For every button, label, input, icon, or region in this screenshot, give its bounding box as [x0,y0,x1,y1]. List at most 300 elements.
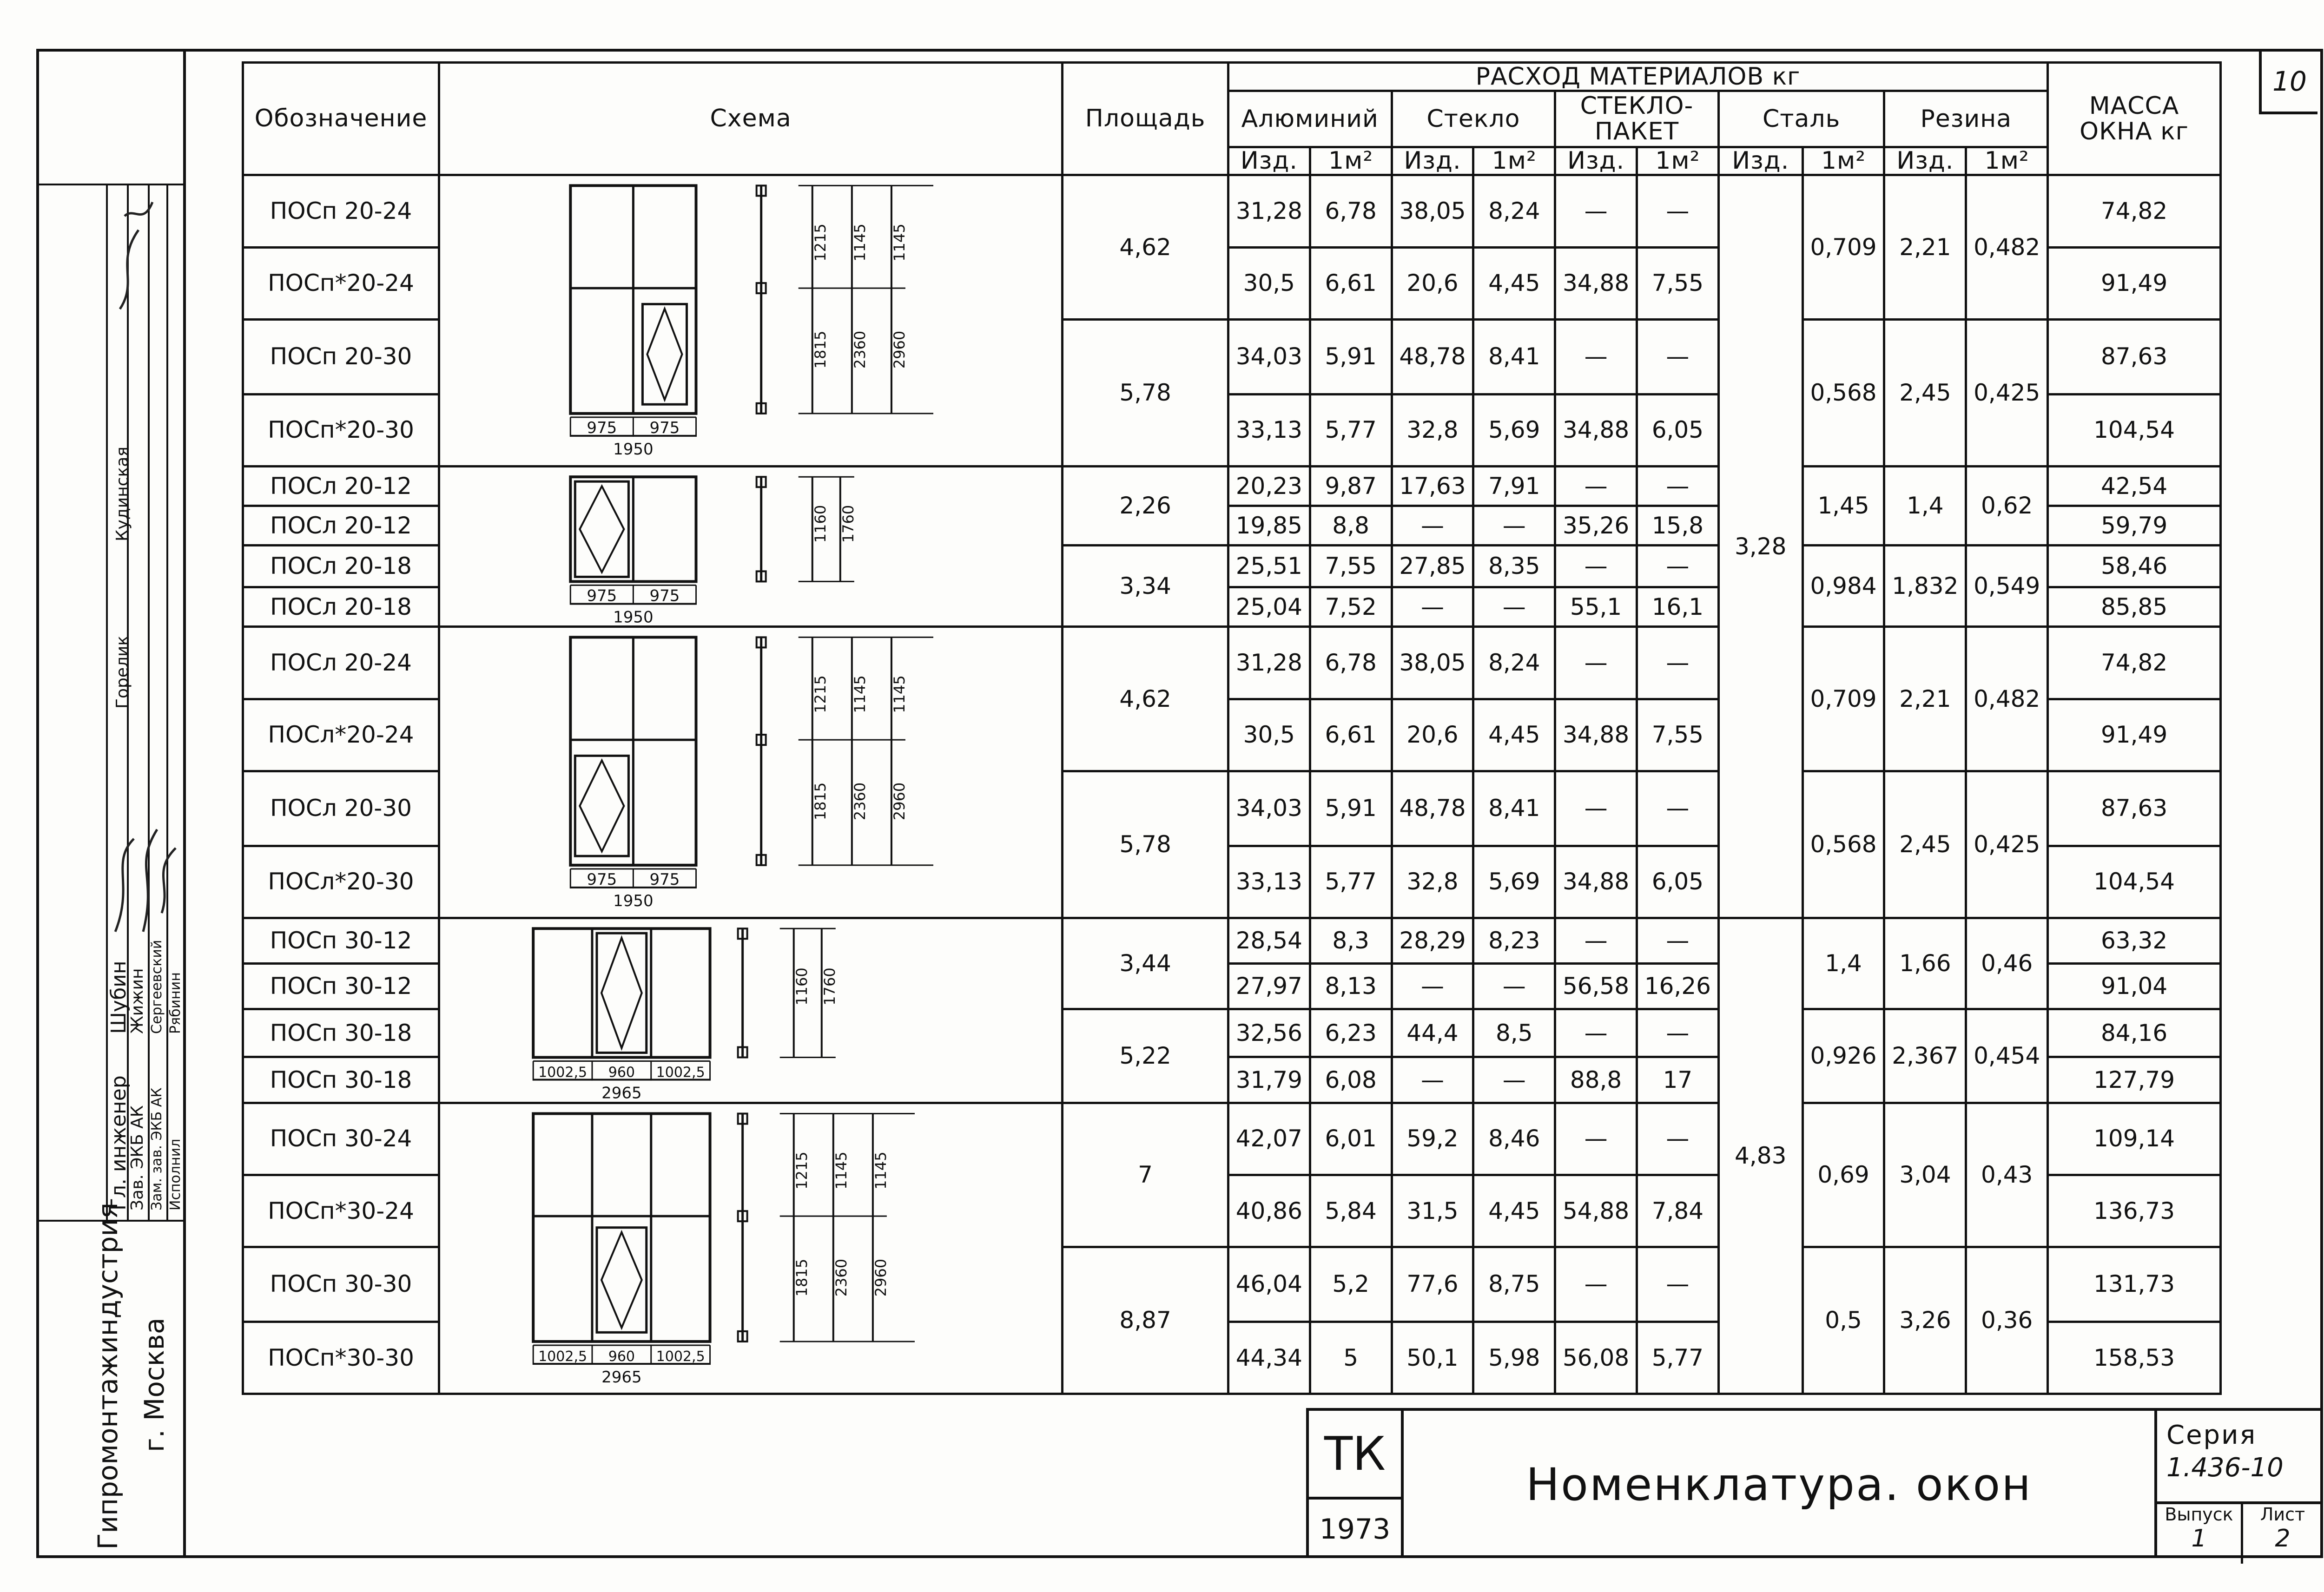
rubber-m2-value: 0,482 [1966,175,2048,319]
window-scheme [439,175,1062,466]
steel-item-value: 3,28 [1718,175,1802,918]
material-value: — [1637,545,1718,587]
material-value: 6,61 [1310,247,1392,319]
material-value: 20,6 [1392,699,1473,771]
dimension-label: 1760 [839,505,857,543]
material-value: 31,79 [1228,1057,1310,1103]
material-value: — [1637,1103,1718,1175]
window-mass-value: 104,54 [2048,394,2221,466]
material-value: 20,6 [1392,247,1473,319]
vent-sash-diamond [580,761,624,852]
window-scheme [439,1103,1062,1394]
material-value: 7,55 [1637,699,1718,771]
window-mass-value: 63,32 [2048,918,2221,963]
rubber-item-value: 2,45 [1884,771,1966,918]
material-value: 88,8 [1555,1057,1637,1103]
material-value: 8,8 [1310,506,1392,545]
material-value: — [1555,319,1637,394]
material-value: — [1473,506,1555,545]
dimension-label: 1950 [613,608,654,626]
material-value: 31,5 [1392,1175,1473,1247]
material-value: 34,03 [1228,319,1310,394]
dimension-label: 2360 [832,1258,850,1296]
series-label: Серия [2166,1420,2257,1450]
dimension-label: 1160 [811,505,829,543]
stamp-name-2: Жижин [128,968,147,1034]
dimension-label: 1145 [890,675,908,714]
dimension-label: 975 [649,870,680,889]
window-designation: ПОСп 30-12 [243,918,439,963]
dimension-label: 975 [587,419,617,438]
dimension-label: 1950 [613,440,654,459]
material-value: 8,41 [1473,771,1555,846]
area-value: 4,62 [1063,175,1228,319]
issue-value: 1 [2191,1525,2207,1553]
window-mass-value: 158,53 [2048,1322,2221,1394]
material-value: 46,04 [1228,1247,1310,1322]
material-value: — [1555,918,1637,963]
series-value: 1.436-10 [2166,1453,2284,1483]
rubber-item-value: 3,04 [1884,1103,1966,1247]
header-designation: Обозначение [243,63,439,175]
material-value: 48,78 [1392,319,1473,394]
rubber-m2-value: 0,43 [1966,1103,2048,1247]
window-mass-value: 91,49 [2048,247,2221,319]
material-value: 7,55 [1637,247,1718,319]
window-mass-value: 87,63 [2048,319,2221,394]
material-value: 50,1 [1392,1322,1473,1394]
material-value: — [1555,627,1637,699]
steel-m2-value: 0,926 [1802,1009,1884,1103]
sub-m2: 1м² [1966,147,2048,175]
area-value: 2,26 [1063,466,1228,545]
material-value: — [1637,1247,1718,1322]
rubber-m2-value: 0,425 [1966,319,2048,466]
vent-sash [597,1227,647,1332]
window-designation: ПОСл*20-24 [243,699,439,771]
dimension-label: 2360 [851,783,869,821]
window-mass-value: 84,16 [2048,1009,2221,1057]
window-mass-value: 131,73 [2048,1247,2221,1322]
window-mass-value: 74,82 [2048,175,2221,247]
steel-m2-value: 1,45 [1802,466,1884,545]
stamp-role-2: Зав. ЭКБ АК [128,1105,147,1210]
dimension-label: 1145 [851,224,869,262]
window-designation: ПОСп*30-30 [243,1322,439,1394]
window-mass-value: 42,54 [2048,466,2221,506]
rubber-m2-value: 0,46 [1966,918,2048,1009]
material-value: 44,34 [1228,1322,1310,1394]
material-value: 8,5 [1473,1009,1555,1057]
material-value: 5,84 [1310,1175,1392,1247]
window-designation: ПОСп 30-24 [243,1103,439,1175]
table-row [243,466,2221,506]
material-value: 8,41 [1473,319,1555,394]
dimension-label: 1815 [792,1258,811,1296]
dimension-label: 1215 [811,675,829,714]
material-value: 6,23 [1310,1009,1392,1057]
header-glass: Стекло [1392,91,1555,147]
dimension-label: 975 [587,870,617,889]
rubber-m2-value: 0,36 [1966,1247,2048,1394]
material-value: 55,1 [1555,587,1637,627]
dimension-label: 1002,5 [538,1348,588,1365]
window-designation: ПОСл 20-12 [243,466,439,506]
material-value: 5,98 [1473,1322,1555,1394]
steel-m2-value: 0,709 [1802,175,1884,319]
dimension-label: 2960 [890,783,908,821]
rubber-m2-value: 0,482 [1966,627,2048,771]
window-designation: ПОСп 20-24 [243,175,439,247]
steel-m2-value: 0,984 [1802,545,1884,627]
material-value: 38,05 [1392,627,1473,699]
window-designation: ПОСл 20-24 [243,627,439,699]
material-value: 32,8 [1392,394,1473,466]
dimension-label: 1950 [613,892,654,911]
vent-sash [575,756,628,856]
material-value: — [1473,963,1555,1009]
material-value: 6,78 [1310,627,1392,699]
material-value: 19,85 [1228,506,1310,545]
material-value: 77,6 [1392,1247,1473,1322]
dimension-label: 975 [649,419,680,438]
material-value: 31,28 [1228,175,1310,247]
dimension-label: 2965 [601,1368,642,1387]
dimension-label: 2960 [890,331,908,369]
sheet-value: 2 [2275,1525,2291,1553]
area-value: 7 [1063,1103,1228,1247]
window-designation: ПОСл 20-12 [243,506,439,545]
header-rubber: Резина [1884,91,2048,147]
material-value: 30,5 [1228,247,1310,319]
material-value: 32,56 [1228,1009,1310,1057]
material-value: 48,78 [1392,771,1473,846]
material-value: 35,26 [1555,506,1637,545]
material-value: 34,88 [1555,394,1637,466]
dimension-label: 1145 [890,224,908,262]
material-value: — [1555,466,1637,506]
stamp-org: Гипромонтажиндустрия [92,1202,124,1550]
vent-sash-diamond [580,486,624,572]
material-value: 16,1 [1637,587,1718,627]
material-value: — [1637,771,1718,846]
dimension-label: 2965 [601,1084,642,1102]
steel-m2-value: 0,568 [1802,319,1884,466]
area-value: 4,62 [1063,627,1228,771]
rubber-item-value: 2,21 [1884,627,1966,771]
scheme-drawing [440,919,1061,1102]
vent-sash-diamond [647,309,682,400]
window-mass-value: 87,63 [2048,771,2221,846]
material-value: 33,13 [1228,846,1310,918]
material-value: 28,54 [1228,918,1310,963]
material-value: 8,75 [1473,1247,1555,1322]
material-value: 27,85 [1392,545,1473,587]
window-designation: ПОСп 30-18 [243,1057,439,1103]
scheme-drawing [440,628,1061,916]
header-aluminium: Алюминий [1228,91,1392,147]
rubber-item-value: 2,367 [1884,1009,1966,1103]
window-mass-value: 109,14 [2048,1103,2221,1175]
window-designation: ПОСп 30-12 [243,963,439,1009]
rubber-m2-value: 0,549 [1966,545,2048,627]
material-value: 4,45 [1473,1175,1555,1247]
material-value: 4,45 [1473,247,1555,319]
material-value: 25,04 [1228,587,1310,627]
stamp-city: г. Москва [139,1317,170,1452]
header-area: Площадь [1063,63,1228,175]
dimension-label: 1815 [811,783,829,821]
window-designation: ПОСл 20-30 [243,771,439,846]
stamp-extra-1: Кудинская [113,447,132,541]
area-value: 3,34 [1063,545,1228,627]
material-value: 54,88 [1555,1175,1637,1247]
page-number: 10 [2259,51,2317,114]
area-value: 5,22 [1063,1009,1228,1103]
dimension-label: 1815 [811,331,829,369]
material-value: — [1392,506,1473,545]
material-value: — [1637,918,1718,963]
steel-item-value: 4,83 [1718,918,1802,1394]
material-value: 16,26 [1637,963,1718,1009]
rubber-m2-value: 0,454 [1966,1009,2048,1103]
material-value: 32,8 [1392,846,1473,918]
table-row [243,627,2221,699]
window-designation: ПОСп*20-24 [243,247,439,319]
material-value: 7,84 [1637,1175,1718,1247]
dimension-label: 1002,5 [538,1064,588,1081]
material-value: 5,91 [1310,771,1392,846]
material-value: 5 [1310,1322,1392,1394]
material-value: — [1392,587,1473,627]
material-value: 20,23 [1228,466,1310,506]
material-value: 6,05 [1637,846,1718,918]
material-value: 56,58 [1555,963,1637,1009]
material-value: 33,13 [1228,394,1310,466]
material-value: — [1555,1103,1637,1175]
material-value: 5,77 [1310,394,1392,466]
material-value: — [1473,587,1555,627]
window-designation: ПОСл 20-18 [243,587,439,627]
material-value: 5,2 [1310,1247,1392,1322]
stamp-name-3: Сергеевский [149,940,165,1034]
sheet-label: Лист [2260,1504,2305,1525]
document-title: Номенклатура. окон [1404,1408,2154,1558]
material-value: — [1555,1247,1637,1322]
dimension-label: 1145 [851,675,869,714]
stamp-extra-2: Горелик [113,635,132,709]
material-value: 8,46 [1473,1103,1555,1175]
material-value: 5,77 [1310,846,1392,918]
material-value: 40,86 [1228,1175,1310,1247]
window-designation: ПОСп*30-24 [243,1175,439,1247]
window-designation: ПОСл 20-18 [243,545,439,587]
signature-marks [106,188,180,1025]
stamp-name-5: Рябинин [167,972,184,1034]
material-value: 7,91 [1473,466,1555,506]
window-mass-value: 74,82 [2048,627,2221,699]
window-mass-value: 127,79 [2048,1057,2221,1103]
dimension-label: 1145 [832,1151,850,1190]
material-value: — [1637,627,1718,699]
stamp-name-1: Шубин [107,960,131,1034]
dimension-label: 1760 [820,967,838,1006]
sub-item: Изд. [1392,147,1473,175]
vent-sash [597,933,647,1053]
stamp-role-3: Зам. зав. ЭКБ АК [149,1087,165,1210]
header-steel: Сталь [1718,91,1884,147]
vent-sash-diamond [601,1232,642,1328]
material-value: 30,5 [1228,699,1310,771]
window-mass-value: 58,46 [2048,545,2221,587]
window-designation: ПОСп 30-30 [243,1247,439,1322]
dimension-label: 960 [608,1064,635,1081]
material-value: 34,88 [1555,247,1637,319]
material-value: 59,2 [1392,1103,1473,1175]
material-value: 8,23 [1473,918,1555,963]
tk-year: 1973 [1319,1513,1391,1546]
material-value: 6,61 [1310,699,1392,771]
material-value: 6,01 [1310,1103,1392,1175]
issue-label: Выпуск [2165,1504,2233,1525]
material-value: — [1637,466,1718,506]
material-value: 34,03 [1228,771,1310,846]
dimension-label: 975 [649,586,680,605]
sub-m2: 1м² [1310,147,1392,175]
window-scheme [439,466,1062,627]
table-row [243,918,2221,963]
window-mass-value: 85,85 [2048,587,2221,627]
material-value: 6,05 [1637,394,1718,466]
material-value: 5,91 [1310,319,1392,394]
table-row [243,175,2221,247]
dimension-label: 960 [608,1348,635,1365]
material-value: — [1555,771,1637,846]
scheme-drawing [440,467,1061,626]
rubber-item-value: 2,45 [1884,319,1966,466]
rubber-item-value: 1,66 [1884,918,1966,1009]
dimension-label: 1215 [811,224,829,262]
material-value: 8,24 [1473,175,1555,247]
sub-item: Изд. [1228,147,1310,175]
material-value: 15,8 [1637,506,1718,545]
material-value: 42,07 [1228,1103,1310,1175]
steel-m2-value: 0,69 [1802,1103,1884,1247]
material-value: 5,69 [1473,394,1555,466]
material-value: 28,29 [1392,918,1473,963]
material-value: 56,08 [1555,1322,1637,1394]
material-value: — [1473,1057,1555,1103]
vent-sash [642,304,687,405]
left-stamp [36,49,186,1558]
table-row [243,1103,2221,1175]
dimension-label: 1215 [792,1151,811,1190]
material-value: 34,88 [1555,699,1637,771]
window-mass-value: 91,49 [2048,699,2221,771]
steel-m2-value: 1,4 [1802,918,1884,1009]
header-scheme: Схема [439,63,1062,175]
steel-m2-value: 0,568 [1802,771,1884,918]
material-value: 5,77 [1637,1322,1718,1394]
header-materials: РАСХОД МАТЕРИАЛОВ кг [1228,63,2047,91]
material-value: — [1637,319,1718,394]
material-value: 38,05 [1392,175,1473,247]
title-block-series [2154,1408,2323,1558]
material-value: 8,24 [1473,627,1555,699]
area-value: 5,78 [1063,771,1228,918]
sub-m2: 1м² [1473,147,1555,175]
material-value: 7,55 [1310,545,1392,587]
dimension-label: 1160 [792,967,811,1006]
material-value: 8,13 [1310,963,1392,1009]
material-value: 44,4 [1392,1009,1473,1057]
material-value: 17,63 [1392,466,1473,506]
title-block-tk [1306,1408,1404,1558]
material-value: — [1555,175,1637,247]
steel-m2-value: 0,709 [1802,627,1884,771]
rubber-item-value: 2,21 [1884,175,1966,319]
window-scheme [439,627,1062,918]
material-value: 27,97 [1228,963,1310,1009]
dimension-label: 1002,5 [656,1064,705,1081]
steel-m2-value: 0,5 [1802,1247,1884,1394]
scheme-drawing [440,176,1061,465]
material-value: 34,88 [1555,846,1637,918]
dimension-label: 2360 [851,331,869,369]
material-value: — [1637,175,1718,247]
sub-m2: 1м² [1637,147,1718,175]
material-value: 6,78 [1310,175,1392,247]
window-mass-value: 59,79 [2048,506,2221,545]
material-value: — [1392,1057,1473,1103]
material-value: 8,3 [1310,918,1392,963]
rubber-m2-value: 0,62 [1966,466,2048,545]
material-value: 31,28 [1228,627,1310,699]
material-value: 17 [1637,1057,1718,1103]
tk-code: ТК [1309,1411,1401,1500]
window-mass-value: 136,73 [2048,1175,2221,1247]
rubber-item-value: 3,26 [1884,1247,1966,1394]
window-frame [533,928,710,1057]
window-designation: ПОСл*20-30 [243,846,439,918]
sub-m2: 1м² [1802,147,1884,175]
dimension-label: 2960 [872,1258,890,1296]
dimension-label: 1145 [872,1151,890,1190]
window-nomenclature-table [242,61,2222,1395]
sub-item: Изд. [1555,147,1637,175]
stamp-role-1: Гл. инженер [107,1075,131,1210]
material-value: 9,87 [1310,466,1392,506]
material-value: 8,35 [1473,545,1555,587]
rubber-item-value: 1,832 [1884,545,1966,627]
window-mass-value: 91,04 [2048,963,2221,1009]
sub-item: Изд. [1884,147,1966,175]
material-value: 4,45 [1473,699,1555,771]
area-value: 5,78 [1063,319,1228,466]
window-designation: ПОСп 20-30 [243,319,439,394]
area-value: 3,44 [1063,918,1228,1009]
material-value: — [1555,1009,1637,1057]
material-value: 6,08 [1310,1057,1392,1103]
window-mass-value: 104,54 [2048,846,2221,918]
vent-sash [575,481,628,577]
window-scheme [439,918,1062,1103]
scheme-drawing [440,1104,1061,1393]
header-glass-unit: СТЕКЛО-ПАКЕТ [1555,91,1719,147]
window-designation: ПОСп 30-18 [243,1009,439,1057]
rubber-m2-value: 0,425 [1966,771,2048,918]
material-value: — [1555,545,1637,587]
